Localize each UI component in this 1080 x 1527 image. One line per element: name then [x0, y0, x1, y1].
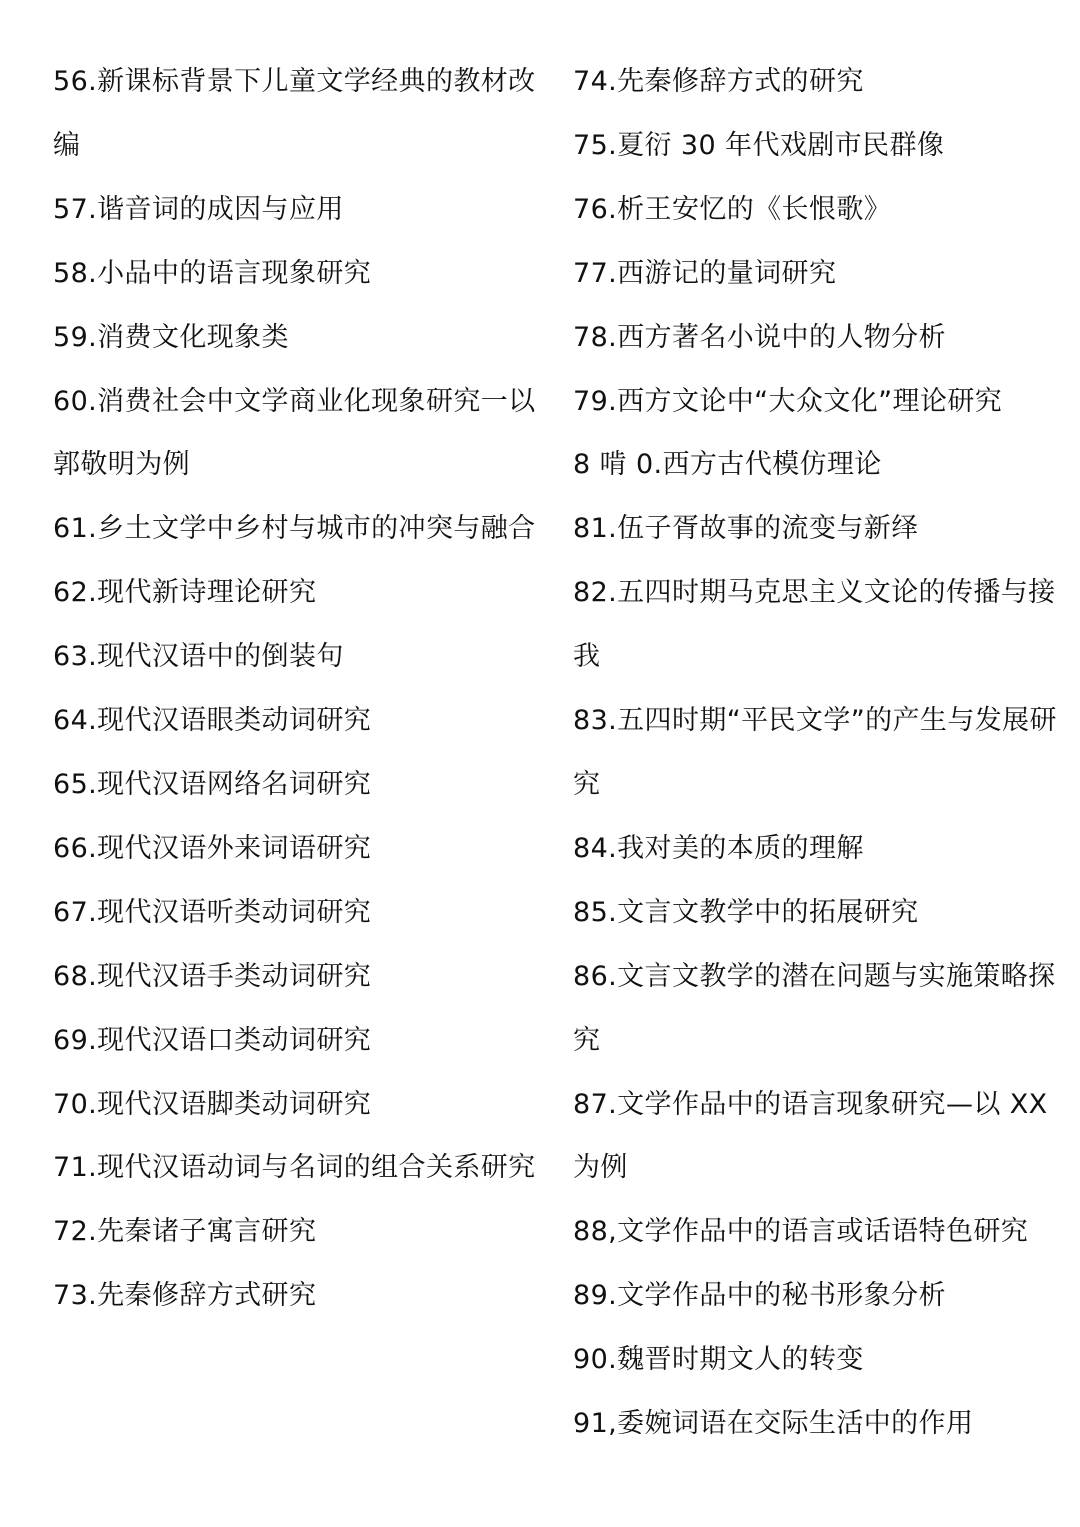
topic-item: 63.现代汉语中的倒装句: [53, 641, 344, 673]
topic-item: 77.西游记的量词研究: [573, 257, 837, 289]
topic-item: 91,委婉词语在交际生活中的作用: [573, 1408, 974, 1440]
topic-item: 82.五四时期马克思主义文论的传播与接我: [573, 577, 1056, 673]
topic-item: 90.魏晋时期文人的转变: [573, 1344, 864, 1376]
topic-item: 65.现代汉语网络名词研究: [53, 768, 372, 800]
topic-item: 67.现代汉语听类动词研究: [53, 896, 372, 928]
topic-item: 74.先秦修辞方式的研究: [573, 66, 864, 97]
topic-item: 89.文学作品中的秘书形象分析: [573, 1280, 946, 1312]
topic-item: 86.文言文教学的潜在问题与实施策略探究: [573, 960, 1056, 1056]
topic-column-left: [53, 50, 538, 1328]
topic-item: 87.文学作品中的语言现象研究—以 XX 为例: [573, 1088, 1048, 1184]
topic-item: 69.现代汉语口类动词研究: [53, 1024, 372, 1056]
topic-item: 83.五四时期“平民文学”的产生与发展研究: [573, 705, 1057, 800]
topic-item: 58.小品中的语言现象研究: [53, 257, 372, 289]
topic-item: 76.析王安忆的《长恨歌》: [573, 193, 892, 225]
topic-item: 84.我对美的本质的理解: [573, 832, 864, 864]
topic-item: 57.谐音词的成因与应用: [53, 193, 344, 225]
topic-column-right: [573, 50, 1058, 1456]
topic-item: 64.现代汉语眼类动词研究: [53, 705, 372, 737]
topic-item: 78.西方著名小说中的人物分析: [573, 321, 946, 353]
topic-item: 62.现代新诗理论研究: [53, 577, 317, 609]
topic-item: 79.西方文论中“大众文化”理论研究: [573, 385, 1003, 417]
topic-item: 59.消费文化现象类: [53, 321, 289, 353]
topic-item: 85.文言文教学中的拓展研究: [573, 896, 919, 928]
topic-item: 8 啃 0.西方古代模仿理论: [573, 449, 882, 481]
topic-item: 61.乡土文学中乡村与城市的冲突与融合: [53, 513, 536, 545]
topic-item: 73.先秦修辞方式研究: [53, 1280, 317, 1312]
topic-item: 88,文学作品中的语言或话语特色研究: [573, 1216, 1029, 1248]
topic-item: 66.现代汉语外来词语研究: [53, 832, 372, 864]
topic-item: 68.现代汉语手类动词研究: [53, 960, 372, 992]
topic-item: 81.伍子胥故事的流变与新绎: [573, 513, 919, 545]
topic-item: 71.现代汉语动词与名词的组合关系研究: [53, 1152, 536, 1184]
topic-item: 75.夏衍 30 年代戏剧市民群像: [573, 129, 945, 161]
topic-item: 70.现代汉语脚类动词研究: [53, 1088, 372, 1120]
topic-item: 56.新课标背景下儿童文学经典的教材改编: [53, 66, 536, 161]
topic-item: 72.先秦诸子寓言研究: [53, 1216, 317, 1248]
topic-item: 60.消费社会中文学商业化现象研究一以郭敬明为例: [53, 385, 536, 481]
